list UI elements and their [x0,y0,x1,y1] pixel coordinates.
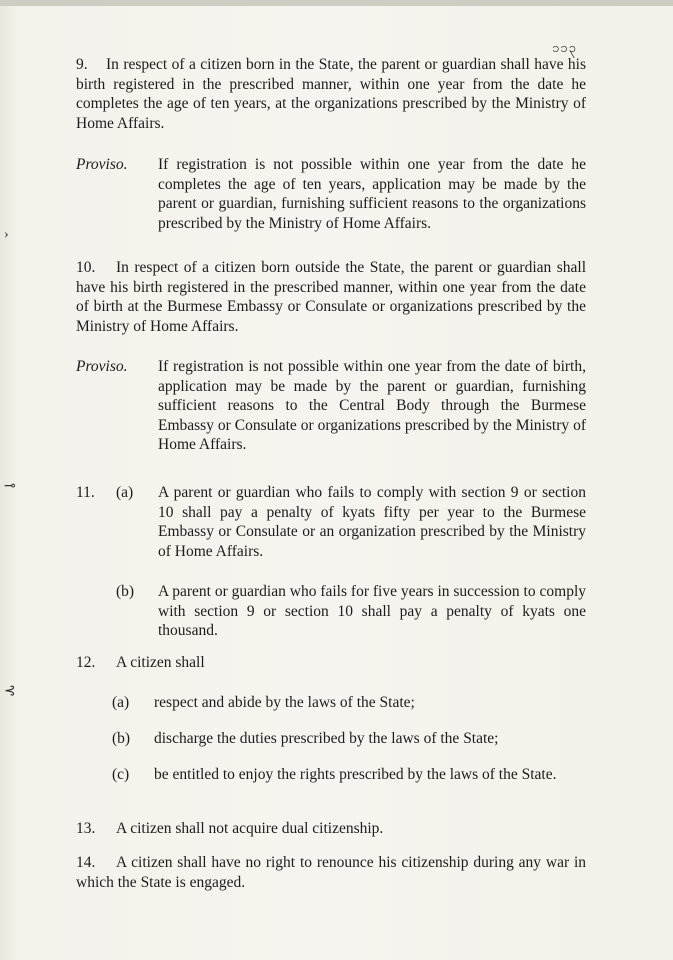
section-9 [76,55,586,133]
section-10-number: 10. [76,259,96,276]
clause-a-text: A parent or guardian who fails to comply with section 9 or section 10 shall pay a penalty of kyats fifty per year to the Burmese Embassy or Consulate or an organization prescribed by the Ministry of Home Affairs. [158,484,586,560]
margin-arrow: ⊰ [4,684,16,699]
section-10-text: In respect of a citizen born outside the State, the parent or guardian shall have his birth registered in the prescribed manner, within one year from the date of birth at the Burmese Embassy or Consulate or organizations prescribed by the Ministry of Home Affairs. [76,259,586,335]
item-text: discharge the duties prescribed by the laws of the State; [154,730,499,747]
section-12-number: 12. [76,654,96,671]
margin-arrow: ⊸ [4,479,16,494]
scan-edge [0,0,673,6]
item-label: (c) [112,766,130,783]
section-11-number: 11. [76,484,95,501]
clause-a-label: (a) [116,484,134,501]
clause-b-label: (b) [116,583,135,600]
section-13-text: A citizen shall not acquire dual citizenship. [116,820,384,837]
section-14-text: A citizen shall have no right to renounce his citizenship during any war in which the State is engaged. [76,854,586,891]
proviso-label: Proviso. [76,358,128,375]
proviso-text: If registration is not possible within one year from the date he completes the age of ten years, application may be made by the parent or guardian, furnishing sufficient reasons to the organizations prescribed by the Ministry of Home Affairs. [158,156,586,232]
section-14 [76,853,586,892]
page-number: ၁၁၃ [552,40,577,55]
clause-b-text: A parent or guardian who fails for five years in succession to comply with section 9 or section 10 shall pay a penalty of kyats one thousand. [158,583,586,639]
section-9-text: In respect of a citizen born in the State, the parent or guardian shall have his birth registered in the prescribed manner, within one year from the date he completes the age of ten years, at the organizations prescribed by the Ministry of Home Affairs. [76,56,586,132]
proviso-text: If registration is not possible within one year from the date of birth, application may be made by the parent or guardian, furnishing sufficient reasons to the Central Body through the Burmese Embassy or Consulate or organizations prescribed by the Ministry of Home Affairs. [158,358,586,453]
item-label: (b) [112,730,131,747]
margin-arrow: › [4,227,9,242]
section-10 [76,258,586,336]
item-text: respect and abide by the laws of the State; [154,694,415,711]
section-12-intro: A citizen shall [116,654,205,671]
item-label: (a) [112,694,130,711]
section-14-number: 14. [76,854,96,871]
proviso-label: Proviso. [76,156,128,173]
item-text: be entitled to enjoy the rights prescribed by the laws of the State. [154,766,557,783]
section-13-number: 13. [76,820,96,837]
section-9-number: 9. [76,56,88,73]
